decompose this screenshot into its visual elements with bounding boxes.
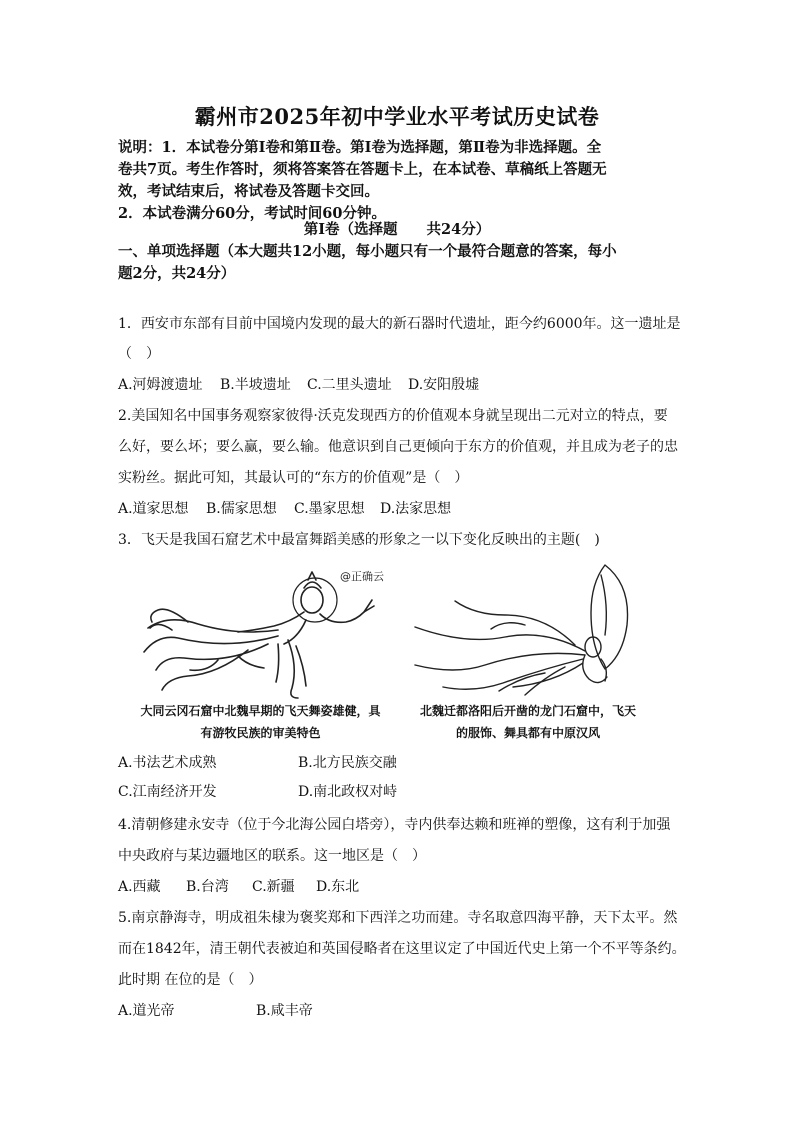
question-2-option-d[interactable]: D.法家思想 — [380, 501, 452, 517]
part-one-line: 一、单项选择题（本大题共12小题，每小题只有一个最符合题意的答案，每小 — [118, 243, 617, 260]
question-3-option-a[interactable]: A.书法艺术成熟 — [118, 755, 217, 771]
instructions-line: 说明：1．本试卷分第Ⅰ卷和第Ⅱ卷。第Ⅰ卷为选择题，第Ⅱ卷为非选择题。全 — [118, 139, 602, 156]
question-5-option-b[interactable]: B.咸丰帝 — [256, 1003, 313, 1019]
question-2-option-c[interactable]: C.墨家思想 — [294, 501, 365, 517]
caption-line: 大同云冈石窟中北魏早期的飞天舞姿雄健，具 — [140, 704, 381, 718]
question-1-option-b[interactable]: B.半坡遗址 — [220, 377, 291, 393]
part-one-heading — [118, 241, 678, 285]
exam-title: 霸州市2025年初中学业水平考试历史试卷 — [194, 104, 600, 129]
question-3-option-c[interactable]: C.江南经济开发 — [118, 784, 217, 800]
question-3-option-b[interactable]: B.北方民族交融 — [298, 755, 397, 771]
question-1-text: 1．西安市东部有目前中国境内发现的最大的新石器时代遗址，距今约6000年。这一遗址是 — [118, 316, 681, 332]
question-1-text: （ ） — [118, 346, 160, 362]
watermark: @正确云 — [340, 570, 384, 583]
question-4-option-a[interactable]: A.西藏 — [118, 879, 161, 895]
question-3-text: 3．飞天是我国石窟艺术中最富舞蹈美感的形象之一以下变化反映出的主题( ) — [118, 532, 600, 548]
question-5-text: 而在1842年，清王朝代表被迫和英国侵略者在这里议定了中国近代史上第一个不平等条约。 — [118, 941, 686, 957]
question-1-option-a[interactable]: A.河姆渡遗址 — [118, 377, 203, 393]
question-2-option-b[interactable]: B.儒家思想 — [206, 501, 277, 517]
longmen-feitian-illustration — [405, 555, 670, 700]
caption-line: 有游牧民族的审美特色 — [200, 726, 321, 740]
question-1-option-c[interactable]: C.二里头遗址 — [307, 377, 392, 393]
question-4-text: 4.清朝修建永安寺（位于今北海公园白塔旁），寺内供奉达赖和班禅的塑像，这有利于加强 — [118, 817, 671, 833]
left-caption — [118, 700, 403, 744]
section-header: 第Ⅰ卷（选择题 共24分） — [303, 221, 491, 238]
instructions-line: 2．本试卷满分60分，考试时间60分钟。 — [118, 205, 386, 222]
question-5-text: 5.南京静海寺，明成祖朱棣为褒奖郑和下西洋之功而建。寺名取意四海平静，天下太平。然 — [118, 910, 678, 926]
instructions — [118, 137, 678, 225]
question-2-text: 么好，要么坏；要么赢，要么输。他意识到自己更倾向于东方的价值观，并且成为老子的忠 — [118, 439, 678, 455]
question-5-text: 此时期 在位的是（ ） — [118, 972, 263, 988]
instructions-line: 卷共7页。考生作答时，须将答案答在答题卡上，在本试卷、草稿纸上答题无 — [118, 161, 607, 178]
question-2-option-a[interactable]: A.道家思想 — [118, 501, 189, 517]
caption-line: 北魏迁都洛阳后开凿的龙门石窟中，飞天 — [419, 704, 636, 718]
yungang-feitian-illustration — [128, 560, 388, 700]
question-4-option-c[interactable]: C.新疆 — [252, 879, 295, 895]
question-4-text: 中央政府与某边疆地区的联系。这一地区是（ ） — [118, 848, 426, 864]
question-5-option-a[interactable]: A.道光帝 — [118, 1003, 175, 1019]
question-1-option-d[interactable]: D.安阳殷墟 — [408, 377, 480, 393]
caption-line: 的服饰、舞具都有中原汉风 — [455, 726, 600, 740]
part-one-line: 题2分，共24分） — [118, 265, 236, 282]
right-caption — [403, 700, 653, 744]
instructions-line: 效，考试结束后，将试卷及答题卡交回。 — [118, 183, 379, 200]
question-4-option-d[interactable]: D.东北 — [316, 879, 360, 895]
question-2-text: 2.美国知名中国事务观察家彼得·沃克发现西方的价值观本身就呈现出二元对立的特点，要 — [118, 408, 668, 424]
question-2-text: 实粉丝。据此可知，其最认可的“东方的价值观”是（ ） — [118, 470, 469, 486]
question-3-option-d[interactable]: D.南北政权对峙 — [298, 784, 398, 800]
question-4-option-b[interactable]: B.台湾 — [186, 879, 229, 895]
